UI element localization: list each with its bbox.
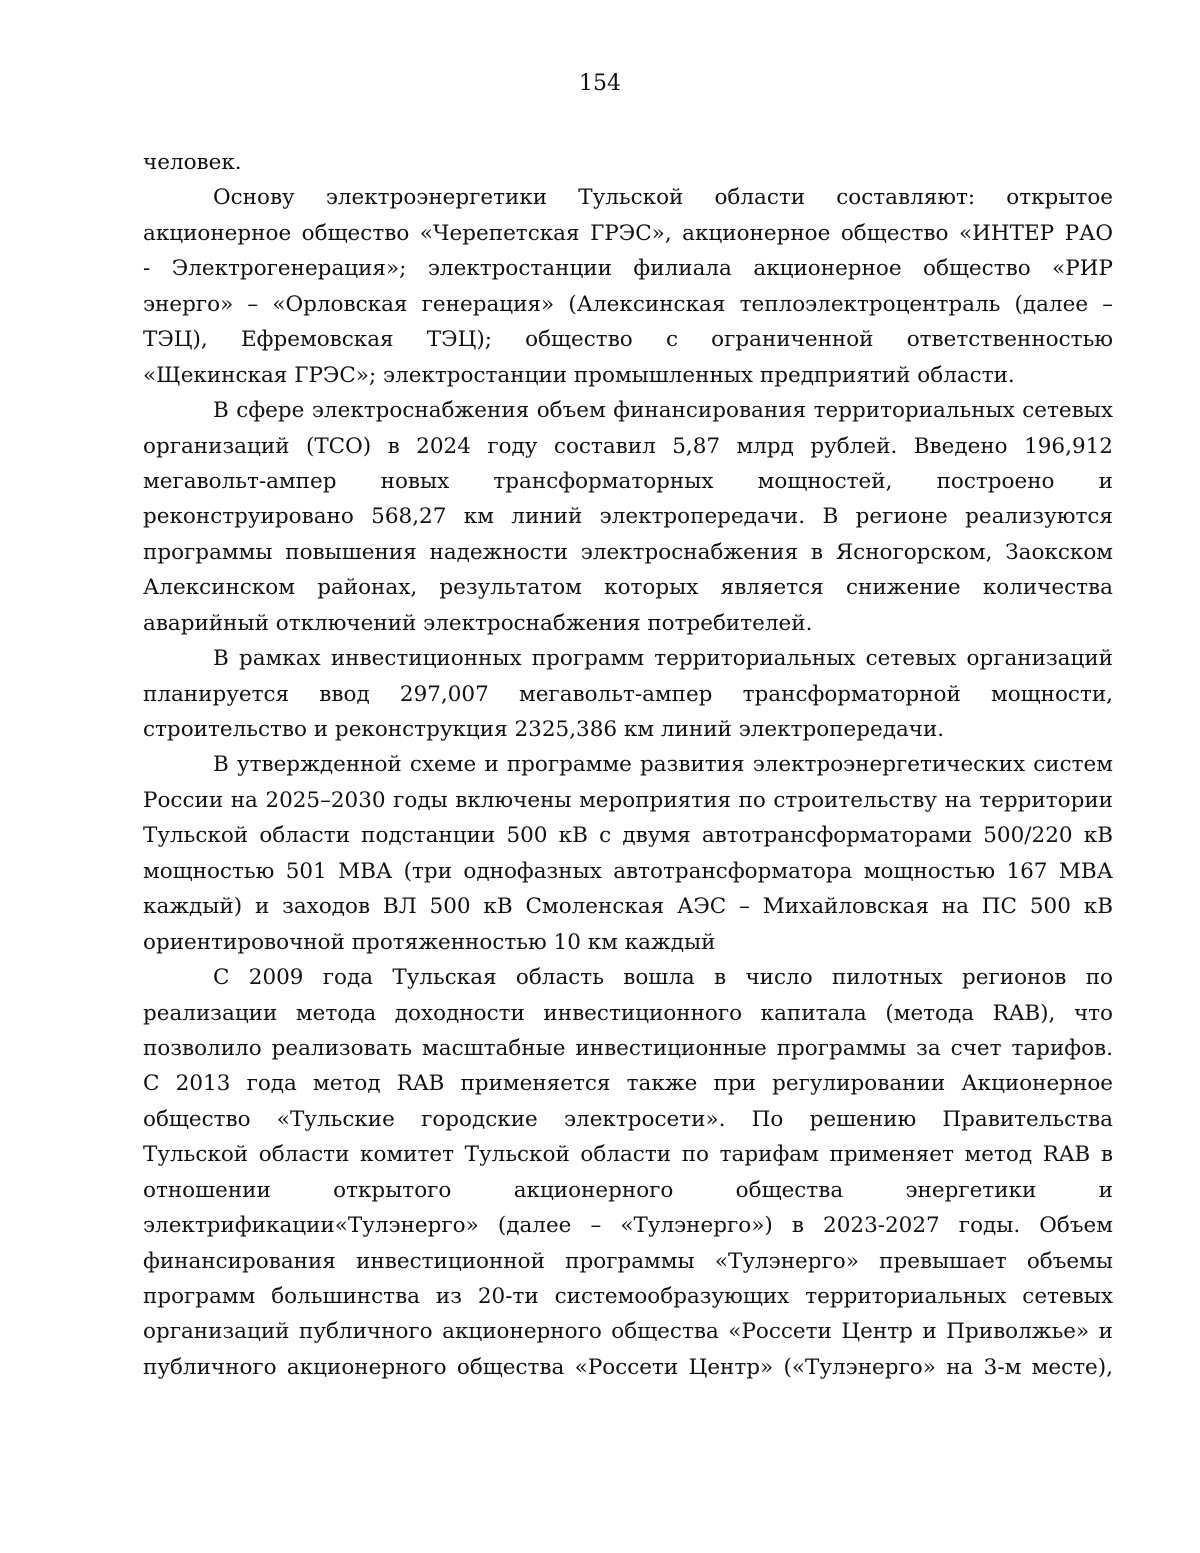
text-line: - Электрогенерация»; электростанции филиала акционерное общество «РИР bbox=[143, 256, 1113, 282]
text-line: Тульской области подстанции 500 кВ с двумя автотрансформаторами 500/220 кВ bbox=[143, 823, 1113, 849]
text-line: программы повышения надежности электроснабжения в Ясногорском, Заокском bbox=[143, 539, 1113, 565]
text-line: С 2009 года Тульская область вошла в число пилотных регионов по bbox=[213, 965, 1113, 991]
text-line: ТЭЦ), Ефремовская ТЭЦ); общество с ограниченной ответственностью bbox=[143, 327, 1113, 353]
text-line: каждый) и заходов ВЛ 500 кВ Смоленская АЭС – Михайловская на ПС 500 кВ bbox=[143, 894, 1113, 920]
text-line: человек. bbox=[143, 150, 242, 175]
text-line: Основу электроэнергетики Тульской области составляют: открытое bbox=[213, 185, 1113, 211]
text-line: реализации метода доходности инвестиционного капитала (метода RAB), что bbox=[143, 1000, 1113, 1026]
text-line: В сфере электроснабжения объем финансирования территориальных сетевых bbox=[213, 398, 1113, 424]
text-line: организаций (ТСО) в 2024 году составил 5,87 млрд рублей. Введено 196,912 bbox=[143, 433, 1113, 459]
text-line: организаций публичного акционерного общества «Россети Центр и Приволжье» и bbox=[143, 1319, 1113, 1345]
text-line: позволило реализовать масштабные инвестиционные программы за счет тарифов. bbox=[143, 1035, 1113, 1061]
text-line: энерго» – «Орловская генерация» (Алексинская теплоэлектроцентраль (далее – bbox=[143, 291, 1113, 317]
document-body bbox=[143, 145, 1113, 1385]
text-line: Тульской области комитет Тульской области по тарифам применяет метод RAB в bbox=[143, 1142, 1113, 1168]
text-line: мощностью 501 МВА (три однофазных автотрансформатора мощностью 167 МВА bbox=[143, 858, 1113, 884]
text-line: программ большинства из 20-ти системообразующих территориальных сетевых bbox=[143, 1284, 1113, 1309]
text-line: публичного акционерного общества «Россети Центр» («Тулэнерго» на 3-м месте), bbox=[143, 1354, 1113, 1380]
text-line: реконструировано 568,27 км линий электропередачи. В регионе реализуются bbox=[143, 504, 1113, 530]
text-line: акционерное общество «Черепетская ГРЭС», акционерное общество «ИНТЕР РАО bbox=[143, 220, 1113, 246]
text-line: финансирования инвестиционной программы «Тулэнерго» превышает объемы bbox=[143, 1248, 1113, 1274]
text-line: мегавольт-ампер новых трансформаторных мощностей, построено и bbox=[143, 468, 1113, 494]
text-line: Алексинском районах, результатом которых является снижение количества bbox=[143, 575, 1113, 601]
text-line: общество «Тульские городские электросети». По решению Правительства bbox=[143, 1106, 1113, 1132]
text-line: отношении открытого акционерного общества энергетики и bbox=[143, 1177, 1113, 1203]
text-line: В утвержденной схеме и программе развития электроэнергетических систем bbox=[213, 752, 1113, 778]
text-line: С 2013 года метод RAB применяется также при регулировании Акционерное bbox=[143, 1071, 1113, 1097]
text-line: электрификации«Тулэнерго» (далее – «Тулэнерго») в 2023-2027 годы. Объем bbox=[143, 1213, 1113, 1239]
text-line: «Щекинская ГРЭС»; электростанции промышленных предприятий области. bbox=[143, 362, 1015, 388]
text-line: планируется ввод 297,007 мегавольт-ампер трансформаторной мощности, bbox=[143, 681, 1113, 707]
text-line: В рамках инвестиционных программ территориальных сетевых организаций bbox=[213, 646, 1113, 672]
text-line: аварийный отключений электроснабжения потребителей. bbox=[143, 610, 813, 636]
text-line: строительство и реконструкция 2325,386 км линий электропередачи. bbox=[143, 717, 945, 742]
text-line: России на 2025–2030 годы включены мероприятия по строительству на территории bbox=[143, 787, 1113, 813]
page-number: 154 bbox=[579, 71, 621, 96]
text-line: ориентировочной протяженностью 10 км каждый bbox=[143, 929, 716, 955]
